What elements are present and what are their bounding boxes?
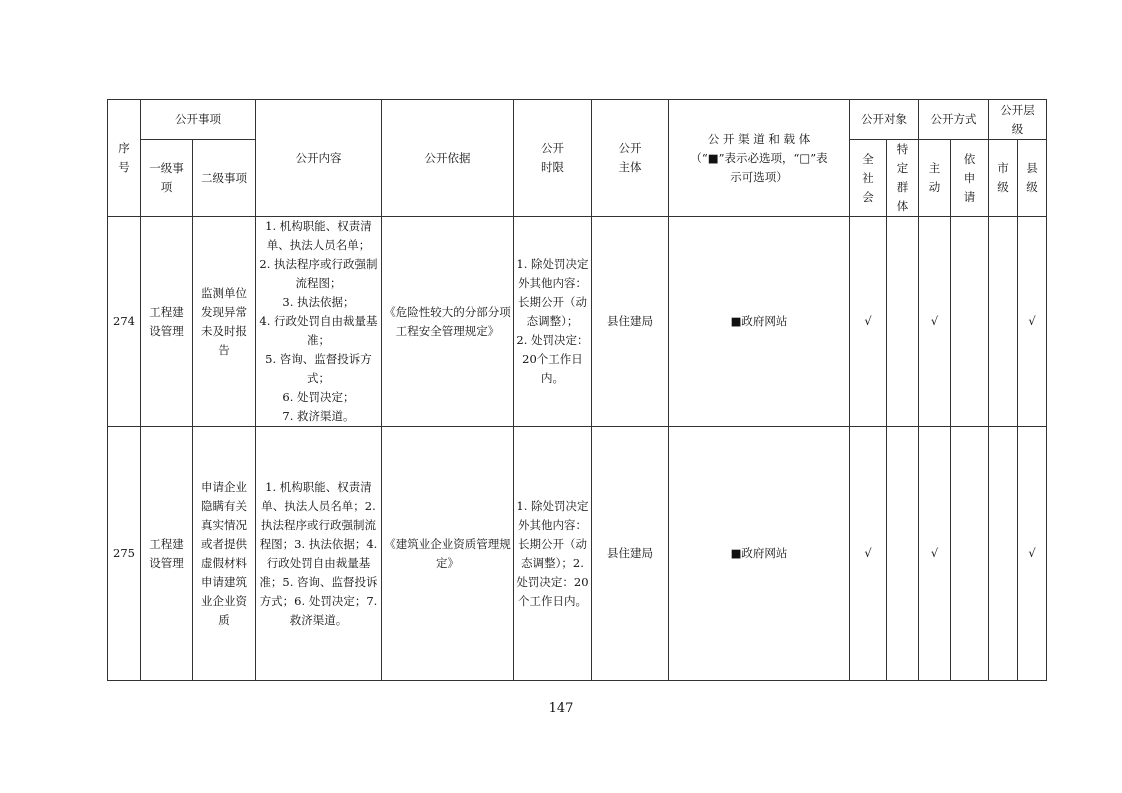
row-mode-request <box>951 427 989 681</box>
header-time-limit: 公开 时限 <box>514 100 592 217</box>
row-mode-active: √ <box>919 427 951 681</box>
content-item: 2. 执法程序或行政强制流程图； <box>259 257 378 290</box>
row-audience-all: √ <box>850 427 887 681</box>
row-level1: 工程建 设管理 <box>141 427 193 681</box>
row-level-city <box>989 217 1018 427</box>
header-level1: 一级事 项 <box>141 140 193 217</box>
content-item: 3. 执法依据； <box>282 295 355 309</box>
row-level2: 申请企业 隐瞒有关 真实情况 或者提供 虚假材料 申请建筑 业企业资 质 <box>193 427 256 681</box>
header-item-group: 公开事项 <box>141 100 256 140</box>
header-channel: 公 开 渠 道 和 载 体 （“■”表示必选项，“□”表 示可选项） <box>669 100 850 217</box>
content-item: 1. 机构职能、权责清单、执法人员名单； <box>265 219 372 252</box>
row-time-limit: 1. 除处罚决定外其他内容：长期公开（动态调整）；2. 处罚决定：20个工作日内。 <box>514 427 592 681</box>
content-item: 7. 救济渠道。 <box>282 409 355 423</box>
row-level-city <box>989 427 1018 681</box>
header-mode-request: 依 申 请 <box>951 140 989 217</box>
header-audience-group: 公开对象 <box>850 100 919 140</box>
row-level1: 工程建 设管理 <box>141 217 193 427</box>
header-audience-specific: 特 定 群 体 <box>887 140 919 217</box>
row-channel: ■政府网站 <box>669 217 850 427</box>
content-item: 1. 机构职能、权责清单、执法人员名单；2. 执法程序或行政强制流程图；3. 执法依据；4. 行政处罚自由裁量基准；5. 咨询、监督投诉方式；6. 处罚决定；7. 救济渠道。 <box>259 479 378 627</box>
header-level-group: 公开层 级 <box>989 100 1047 140</box>
row-mode-request <box>951 217 989 427</box>
content-item: 4. 行政处罚自由裁量基准； <box>259 314 378 347</box>
row-subject: 县住建局 <box>592 427 669 681</box>
row-basis: 《建筑业企业资质管理规定》 <box>382 427 514 681</box>
header-audience-all: 全 社 会 <box>850 140 887 217</box>
header-subject: 公开 主体 <box>592 100 669 217</box>
disclosure-table <box>107 99 1047 681</box>
page-number: 147 <box>548 701 574 716</box>
header-mode-group: 公开方式 <box>919 100 989 140</box>
header-basis: 公开依据 <box>382 100 514 217</box>
content-item: 6. 处罚决定； <box>282 390 355 404</box>
row-audience-specific <box>887 217 919 427</box>
header-seq: 序 号 <box>108 100 141 217</box>
table-row <box>108 217 1047 427</box>
header-level2: 二级事项 <box>193 140 256 217</box>
row-level-county: √ <box>1018 427 1047 681</box>
row-level-county: √ <box>1018 217 1047 427</box>
row-seq: 274 <box>108 217 141 427</box>
row-mode-active: √ <box>919 217 951 427</box>
row-channel: ■政府网站 <box>669 427 850 681</box>
header-level-city: 市 级 <box>989 140 1018 217</box>
row-seq: 275 <box>108 427 141 681</box>
header-content: 公开内容 <box>256 100 382 217</box>
row-level2: 监测单位 发现异常 未及时报 告 <box>193 217 256 427</box>
row-audience-all: √ <box>850 217 887 427</box>
row-content <box>256 427 382 681</box>
header-level-county: 县 级 <box>1018 140 1047 217</box>
row-audience-specific <box>887 427 919 681</box>
content-item: 5. 咨询、监督投诉方式； <box>265 352 372 385</box>
row-basis: 《危险性较大的分部分项工程安全管理规定》 <box>382 217 514 427</box>
table-row <box>108 427 1047 681</box>
header-mode-active: 主 动 <box>919 140 951 217</box>
row-subject: 县住建局 <box>592 217 669 427</box>
row-time-limit: 1. 除处罚决定外其他内容：长期公开（动态调整）； 2. 处罚决定：20个工作日内。 <box>514 217 592 427</box>
row-content <box>256 217 382 427</box>
